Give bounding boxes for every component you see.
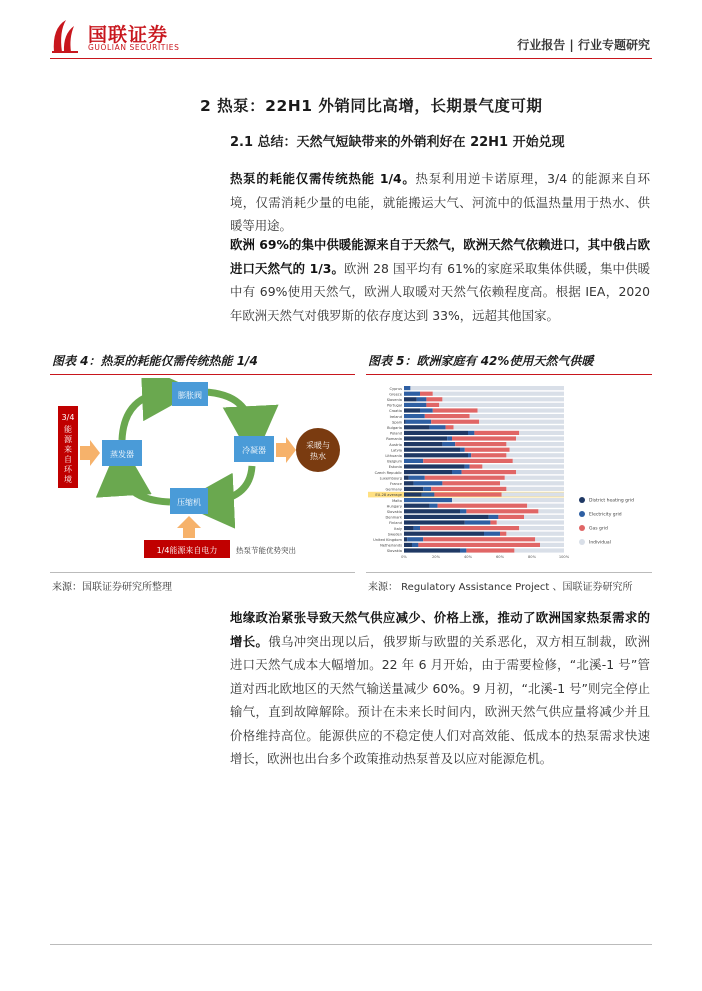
bar-segment [471,453,506,457]
bar-segment [404,414,425,418]
bar-segment [497,520,564,524]
bar-segment [500,532,506,536]
bar-segment [404,403,426,407]
category-label: Luxembourg [379,476,402,481]
category-label: Lithuania [385,454,402,458]
bar-segment [516,436,564,440]
figure5-source: 来源： Regulatory Assistance Project 、国联证券研究所 [368,582,633,593]
bar-segment [433,408,478,412]
category-label: Slovakia [386,549,402,554]
category-label: Italy [394,526,402,531]
paragraph-2-lead: 欧洲 69%的集中供暖能源来自于天然气，欧洲天然气依赖进口，其中俄占欧进口天然气的 1/3。 [230,237,650,276]
bar-segment [466,548,514,552]
paragraph-2 [230,233,650,327]
bar-segment [489,515,499,519]
bar-segment [431,487,506,491]
input-arrow-icon [80,440,100,466]
category-label: Romania [386,437,402,442]
x-tick-label: 100% [558,555,570,559]
legend-swatch [579,525,585,531]
bar-segment [423,487,431,491]
figure4-source: 来源：国联证券研究所整理 [52,582,172,593]
bar-segment [505,476,564,480]
x-tick-label: 20% [432,555,440,559]
category-label: Czech Republic [374,470,402,475]
bar-segment [434,492,501,496]
category-label: Malta [392,498,402,503]
category-label: Sweden [387,532,402,537]
cycle-arrow-top-left [122,392,170,440]
bar-segment [438,504,528,508]
bar-segment [404,397,417,401]
bar-segment [490,520,496,524]
category-label: Belgium [387,459,402,464]
legend-label: District heating grid [589,498,634,504]
bar-segment [465,448,510,452]
bar-segment [404,464,465,468]
bar-segment [524,515,564,519]
bar-segment [433,392,564,396]
figure5-bottom-rule [366,572,652,573]
bar-segment [454,425,564,429]
bar-segment [484,532,500,536]
bar-segment [506,442,564,446]
bar-segment [502,492,564,496]
bar-segment [460,509,466,513]
bar-segment [404,509,460,513]
bar-segment [404,526,414,530]
bar-segment [420,526,519,530]
bar-segment [446,425,454,429]
bar-segment [418,543,540,547]
legend-swatch [579,539,585,545]
bar-segment [406,420,432,424]
paragraph-2-body: 欧洲 28 国平均有 61%的家庭采取集体供暖，集中供暖中有 69%使用天然气，欧洲人取暖对天然气依赖程度高。根据 IEA，2020 年欧洲天然气对俄罗斯的依存度达到 33%，远超其他国家。 [230,260,650,323]
bar-segment [404,408,420,412]
bar-segment [412,543,418,547]
bar-segment [414,526,420,530]
bar-segment [468,431,474,435]
bar-segment [479,420,564,424]
output-arrow-icon [276,437,296,463]
x-tick-label: 0% [401,555,407,559]
bar-segment [538,509,564,513]
bar-segment [404,537,407,541]
bar-segment [422,492,435,496]
bar-segment [423,537,535,541]
cycle-arrow-bottom-right [206,466,252,502]
subsection-heading: 2.1 总结：天然气短缺带来的外销利好在 22H1 开始兑现 [230,135,565,150]
bar-segment [500,481,564,485]
bar-segment [468,453,471,457]
bar-segment [460,448,465,452]
electric-energy-label: 1/4能源来自电力 [156,546,218,555]
figure4-rule [50,374,355,375]
bar-segment [404,425,430,429]
bar-segment [404,532,484,536]
x-tick-label: 40% [464,555,472,559]
paragraph-1-body: 热泵利用逆卡诺原理，3/4 的能源来自环境，仅需消耗少量的电能，就能搬运大气、河流中的低温热量用于热水、供暖等用途。 [230,171,650,233]
heat-pump-cycle-diagram [52,378,352,568]
bar-segment [409,476,425,480]
bar-segment [404,448,460,452]
section-heading: 2 热泵：22H1 外销同比高增，长期景气度可期 [200,97,543,115]
bar-segment [447,436,452,440]
footer-divider [50,944,652,945]
bar-segment [519,526,564,530]
bar-segment [452,470,462,474]
bar-segment [470,464,483,468]
evaporator-label: 蒸发器 [110,450,134,459]
bar-segment [498,515,524,519]
heating-mix-chart [368,380,650,570]
category-label: Germany [385,487,402,492]
bar-segment [439,403,564,407]
category-label: Hungary [386,504,402,509]
category-label: United Kingdom [373,538,402,542]
bar-segment [404,420,406,424]
category-label: Slovakia [386,510,402,514]
bar-segment [535,537,564,541]
bar-segment [465,520,491,524]
condenser-label: 冷凝器 [242,446,266,455]
bar-segment [404,453,468,457]
bar-segment [417,397,427,401]
category-label: France [390,482,402,486]
bar-segment [510,448,564,452]
bar-segment [426,403,439,407]
bar-segment [404,548,460,552]
category-label: Estonia [388,465,402,470]
bar-segment [506,487,564,491]
bar-segment [460,548,466,552]
bar-segment [423,459,513,463]
bar-segment [519,431,564,435]
heating-hot-water-label: 采暖与热水 [306,441,330,461]
bar-segment [527,504,564,508]
category-label: Denmark [385,515,402,520]
bar-segment [404,487,423,491]
category-label: Austria [389,442,402,447]
bar-segment [404,476,409,480]
bar-segment [516,470,564,474]
bar-segment [426,397,442,401]
bar-segment [478,408,564,412]
paragraph-3-lead: 地缘政治紧张导致天然气供应减少、价格上涨，推动了欧洲国家热泵需求的增长。 [230,610,650,649]
bar-segment [540,543,564,547]
bar-segment [404,392,420,396]
bar-segment [442,442,455,446]
expansion-valve-label: 膨胀阀 [178,391,202,400]
bar-segment [404,515,489,519]
bar-segment [452,498,564,502]
legend-label: Gas grid [589,526,608,532]
bar-segment [466,509,538,513]
bar-segment [420,408,433,412]
bar-segment [465,464,470,468]
cycle-arrow-top-right [204,392,252,434]
legend-label: Electricity grid [589,512,622,518]
category-label: Ireland [389,414,402,419]
bar-segment [407,537,423,541]
paragraph-1 [230,167,650,238]
report-type-label: 行业报告 | 行业专题研究 [517,38,650,52]
cycle-arrow-bottom-left [122,468,170,502]
x-tick-label: 80% [528,555,536,559]
figure5-title: 图表 5：欧洲家庭有 42%使用天然气供暖 [368,354,594,368]
bar-segment [452,436,516,440]
bar-segment [455,442,506,446]
bar-segment [414,481,443,485]
energy-saving-note: 热泵节能优势突出 [236,546,296,555]
bar-segment [404,436,447,440]
bar-segment [431,420,479,424]
logo-text-en: GUOLIAN SECURITIES [88,43,180,52]
category-label: Spain [391,420,402,425]
bar-segment [462,470,516,474]
bar-segment [442,481,500,485]
category-label: Netherlands [380,543,402,548]
bar-segment [482,464,564,468]
compressor-label: 压缩机 [177,498,201,507]
bar-segment [474,431,519,435]
category-label: Poland [390,431,402,436]
category-label: Slovenia [386,398,402,402]
bar-segment [470,414,564,418]
bar-segment [420,392,433,396]
bar-segment [410,386,564,390]
figure5-rule [366,374,652,375]
category-label: Latvia [391,448,402,453]
bar-segment [404,492,422,496]
bar-segment [506,453,564,457]
legend-label: Individual [589,540,611,546]
figure4-title: 图表 4：热泵的耗能仅需传统热能 1/4 [52,354,258,368]
bar-segment [404,504,430,508]
bar-segment [404,442,442,446]
category-label: Greece [389,392,402,397]
category-label: Finland [389,521,402,526]
bar-segment [430,425,446,429]
paragraph-1-lead: 热泵的耗能仅需传统热能 1/4。 [230,171,416,186]
category-label: Croatia [389,409,402,414]
bar-segment [404,431,468,435]
bar-segment [425,476,505,480]
bar-segment [425,414,470,418]
category-label: EU-28 average [375,493,402,498]
environment-energy-label: 3/4 能源来自环境 [61,413,75,484]
category-label: Portugal [387,403,402,408]
bar-segment [430,504,438,508]
bar-segment [404,386,410,390]
header-divider [50,58,652,59]
legend-swatch [579,511,585,517]
bar-segment [404,520,465,524]
bar-segment [404,543,412,547]
bar-segment [442,397,564,401]
bar-segment [513,459,564,463]
category-label: Bulgaria [387,426,402,430]
bar-segment [506,532,564,536]
category-label: Cyprus [389,386,402,391]
figure4-bottom-rule [50,572,355,573]
bar-segment [404,481,414,485]
logo-text-cn: 国联证券 [88,24,169,46]
electric-input-arrow-icon [177,516,201,538]
paragraph-3 [230,606,650,771]
x-tick-label: 60% [496,555,504,559]
bar-segment [404,459,423,463]
bar-segment [514,548,564,552]
heating-hot-water-node [296,428,340,472]
bar-segment [404,498,452,502]
guolian-logo-icon [50,18,80,54]
paragraph-3-body: 俄乌冲突出现以后，俄罗斯与欧盟的关系恶化，双方相互制裁，欧洲进口天然气成本大幅增加。22 年 6 月开始，由于需要检修，“北溪-1 号”管道对西北欧地区的天然气输送量减少 60%。9 月初，“北溪-1 号”则完全停止输气，直到故障解除。预计在未来长时间内，欧洲天然气供应量将减少并且价格维持高位。能源供应的不稳定使人们对高效能、低成本的热泵需求快速增长，欧洲也出台多个政策推动热泵普及以应对能源危机。 [230,633,651,766]
bar-segment [404,470,452,474]
legend-swatch [579,497,585,503]
